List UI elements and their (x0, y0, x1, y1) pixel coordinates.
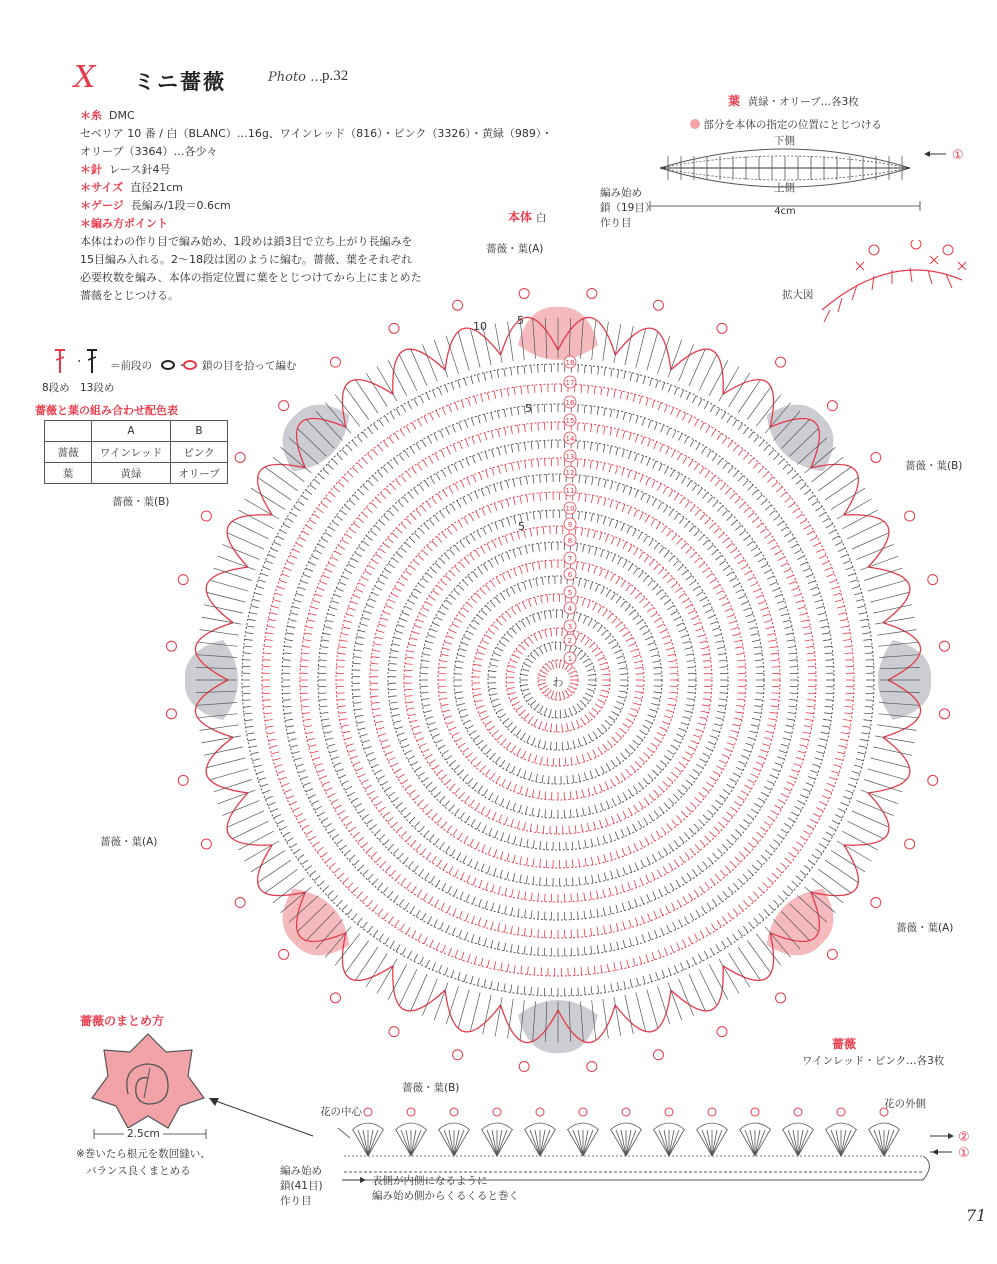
leaf-upper-label: 上側 (774, 182, 795, 194)
leaf-chart (640, 138, 970, 218)
leaf-width-label: 4cm (774, 206, 796, 217)
rose-assembly-title: 薔薇のまとめ方 (80, 1014, 165, 1028)
round-number (564, 552, 576, 564)
svg-text:5: 5 (567, 589, 573, 597)
rose-roll-note: 表側が内側になるように 編み始め側からくるくると巻く (372, 1175, 519, 1202)
svg-text:6: 6 (567, 571, 573, 579)
legend-separator: ・ (74, 356, 85, 368)
round-number (564, 534, 576, 546)
svg-text:13: 13 (565, 453, 575, 461)
svg-text:16: 16 (565, 399, 575, 407)
label-rose-b-bottom: 薔薇・葉(B) (402, 1082, 460, 1094)
svg-text:3: 3 (567, 623, 573, 631)
round-number (564, 396, 576, 408)
legend-mid: ＝前段の (110, 360, 152, 372)
round-number (564, 484, 576, 496)
rose-colors: ワインレッド・ピンク…各3枚 (802, 1055, 945, 1067)
svg-text:7: 7 (567, 555, 573, 563)
label-rose-b-left: 薔薇・葉(B) (112, 496, 170, 508)
label-rose-b-right: 薔薇・葉(B) (905, 460, 963, 472)
rose-assembly-note: ※巻いたら根元を数回縫い、 バランス良くまとめる (76, 1148, 211, 1177)
rose-icon (88, 1028, 208, 1132)
svg-text:14: 14 (565, 435, 575, 443)
svg-text:4: 4 (567, 605, 573, 613)
round-number (564, 466, 576, 478)
rose-marker-1: ① (958, 1146, 970, 1161)
round-number (564, 414, 576, 426)
body-chart (140, 260, 970, 1100)
round-number (564, 586, 576, 598)
leaf-marker: ① (952, 148, 964, 163)
photo-label: Photo … (268, 70, 324, 85)
svg-text:11: 11 (565, 487, 575, 495)
label-5-mid: 5 (525, 402, 532, 415)
svg-text:12: 12 (565, 469, 575, 477)
svg-text:8: 8 (567, 537, 573, 545)
legend-row13: 13段め (80, 382, 115, 394)
assembly-arrow (205, 1092, 317, 1142)
round-number (564, 602, 576, 614)
round-number (564, 518, 576, 530)
svg-text:1: 1 (567, 655, 573, 663)
label-rose-a-left: 薔薇・葉(A) (100, 836, 158, 848)
page-title: ミニ薔薇 (134, 70, 226, 94)
page-number: 71 (966, 1206, 987, 1225)
rose-start-label: 編み始め 鎖(41目) 作り目 (280, 1165, 323, 1207)
round-number (564, 634, 576, 646)
svg-text:17: 17 (565, 379, 575, 387)
round-number (564, 450, 576, 462)
svg-text:10: 10 (565, 505, 575, 513)
center-label: わ (552, 676, 564, 689)
photo-page-ref: p.32 (322, 68, 349, 84)
legend-row8: 8段め (42, 382, 70, 394)
label-rose-a-top: 薔薇・葉(A) (486, 243, 544, 255)
leaf-lower-label: 下側 (774, 135, 795, 147)
rose-marker-2: ② (958, 1130, 970, 1145)
round-number (564, 568, 576, 580)
leaf-note: 部分を本体の指定の位置にとじつける (690, 117, 882, 132)
round-number (564, 356, 576, 368)
svg-text:18: 18 (565, 359, 575, 367)
svg-text:・: ・ (177, 361, 187, 372)
round-number (564, 432, 576, 444)
rose-center-label: 花の中心 (320, 1106, 362, 1118)
svg-text:9: 9 (567, 521, 573, 529)
round-number (564, 502, 576, 514)
enlarge-label: 拡大図 (782, 289, 814, 301)
svg-text:15: 15 (565, 417, 575, 425)
color-table-title: 薔薇と葉の組み合わせ配色表 (35, 404, 178, 417)
label-5-inner: 5 (518, 520, 525, 533)
body-heading: 本体 白 (508, 210, 547, 224)
label-5-top: 5 (517, 314, 524, 327)
instructions-text: 本体はわの作り目で編み始め、1段めは鎖3目で立ち上がり長編みを 15目編み入れる。2～18段は図のように編む。薔薇、葉をそれぞれ 必要枚数を編み、本体の指定位置に葉をとじつけてから上にまとめた 薔薇をとじつける。 (80, 235, 422, 302)
round-number (564, 620, 576, 632)
round-number (564, 652, 576, 664)
legend-end: 鎖の目を拾って編む (202, 360, 297, 372)
rose-heading: 薔薇 (832, 1037, 857, 1051)
start-arrow (340, 1174, 370, 1186)
round-number (564, 376, 576, 388)
label-10: 10 (473, 320, 487, 333)
leaf-heading: 葉 黄緑・オリーブ…各3枚 (728, 94, 859, 108)
leaf-start-label: 編み始め 鎖（19目） 作り目 (600, 187, 656, 229)
rose-outer-label: 花の外側 (884, 1098, 926, 1110)
label-rose-a-right: 薔薇・葉(A) (896, 922, 954, 934)
specs-block: ＊糸 DMC セベリア 10 番 / 白（BLANC）…16g、ワインレッド（816）・ピンク（3326）・黄緑（989）・ オリーブ（3364）…各少々 ＊針 レース針4号 ＊サイズ 直径21cm ＊ゲージ 長編み/1段＝0.6cm ＊編み方ポイント (80, 109, 553, 230)
rose-size: 2.5cm (124, 1128, 163, 1140)
svg-text:2: 2 (567, 637, 573, 645)
title-mark: X (74, 60, 96, 95)
color-table: A B 薔薇 ワインレッド ピンク 葉 黄緑 オリーブ (44, 420, 228, 484)
